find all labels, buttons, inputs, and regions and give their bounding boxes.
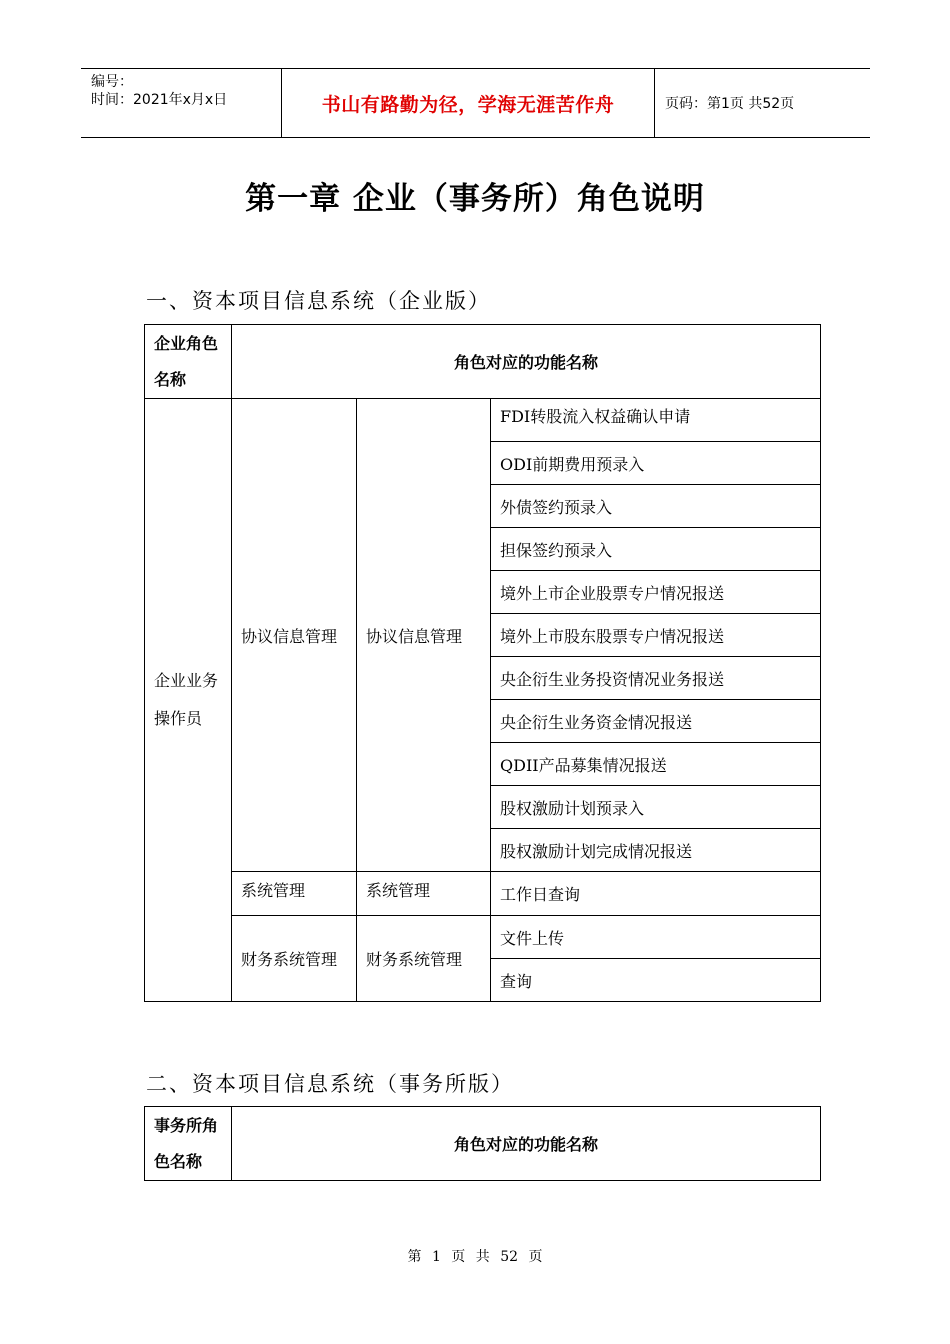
function-cell xyxy=(490,656,821,700)
function-cell xyxy=(490,785,821,829)
function-cell xyxy=(490,699,821,743)
module-cell xyxy=(231,871,357,916)
page-footer: 第 1 页 共 52 页 xyxy=(407,1249,543,1265)
submodule-label: 系统管理 xyxy=(366,881,431,900)
header-meta xyxy=(81,69,281,137)
section-1-table xyxy=(144,324,821,1002)
section-1-title: 一、资本项目信息系统（企业版） xyxy=(146,289,491,313)
module-label: 协议信息管理 xyxy=(241,626,338,646)
table-header-functions xyxy=(231,324,821,399)
header-functions-label: 角色对应的功能名称 xyxy=(453,1135,598,1154)
header-role-line2: 名称 xyxy=(154,370,187,389)
module-cell xyxy=(231,915,357,1002)
module-label: 系统管理 xyxy=(241,881,306,900)
header-page-cell xyxy=(655,69,870,137)
role-cell xyxy=(144,398,232,1002)
function-label: 央企衍生业务资金情况报送 xyxy=(500,712,693,732)
role-line2: 操作员 xyxy=(154,709,203,728)
function-label: 外债签约预录入 xyxy=(500,497,613,517)
function-cell xyxy=(490,915,821,959)
function-cell xyxy=(490,441,821,485)
code-label: 编号： xyxy=(91,74,133,90)
submodule-label: 协议信息管理 xyxy=(366,626,463,646)
submodule-label: 财务系统管理 xyxy=(366,950,463,969)
header-motto-cell xyxy=(281,69,655,137)
function-cell xyxy=(490,613,821,657)
section-2-title: 二、资本项目信息系统（事务所版） xyxy=(146,1072,514,1096)
function-cell xyxy=(490,398,821,442)
function-cell xyxy=(490,484,821,528)
function-label: 境外上市股东股票专户情况报送 xyxy=(500,626,725,646)
table-header-functions xyxy=(231,1106,821,1181)
section-2-table xyxy=(144,1106,821,1181)
module-label: 财务系统管理 xyxy=(241,950,338,969)
header-role-line1: 企业角色 xyxy=(154,334,219,353)
submodule-cell xyxy=(356,915,491,1002)
function-cell xyxy=(490,570,821,614)
function-label: 担保签约预录入 xyxy=(500,540,613,560)
chapter-title: 第一章 企业（事务所）角色说明 xyxy=(245,181,705,217)
submodule-cell xyxy=(356,398,491,872)
table-header-role xyxy=(144,1106,232,1181)
header-functions-label: 角色对应的功能名称 xyxy=(453,353,598,372)
function-label: 股权激励计划预录入 xyxy=(500,798,645,818)
function-label: 境外上市企业股票专户情况报送 xyxy=(500,583,725,603)
function-label: FDI转股流入权益确认申请 xyxy=(500,407,691,426)
header-role-line2: 色名称 xyxy=(154,1152,203,1171)
submodule-cell xyxy=(356,871,491,916)
function-cell xyxy=(490,527,821,571)
function-label: 查询 xyxy=(500,971,533,991)
module-cell xyxy=(231,398,357,872)
table-header-role xyxy=(144,324,232,399)
function-label: ODI前期费用预录入 xyxy=(500,454,645,474)
motto: 书山有路勤为径，学海无涯苦作舟 xyxy=(321,93,615,116)
function-cell xyxy=(490,871,821,916)
function-label: QDII产品募集情况报送 xyxy=(500,755,667,775)
time-label: 时间：2021年x月x日 xyxy=(91,92,228,108)
role-line1: 企业业务 xyxy=(154,671,219,690)
function-cell xyxy=(490,958,821,1002)
function-cell xyxy=(490,742,821,786)
function-label: 央企衍生业务投资情况业务报送 xyxy=(500,669,725,689)
page-info: 页码：第1页 共52页 xyxy=(665,96,795,112)
function-cell xyxy=(490,828,821,872)
function-label: 股权激励计划完成情况报送 xyxy=(500,841,693,861)
document-header xyxy=(81,68,870,138)
function-label: 工作日查询 xyxy=(500,885,581,904)
function-label: 文件上传 xyxy=(500,928,565,948)
header-role-line1: 事务所角 xyxy=(154,1116,219,1135)
